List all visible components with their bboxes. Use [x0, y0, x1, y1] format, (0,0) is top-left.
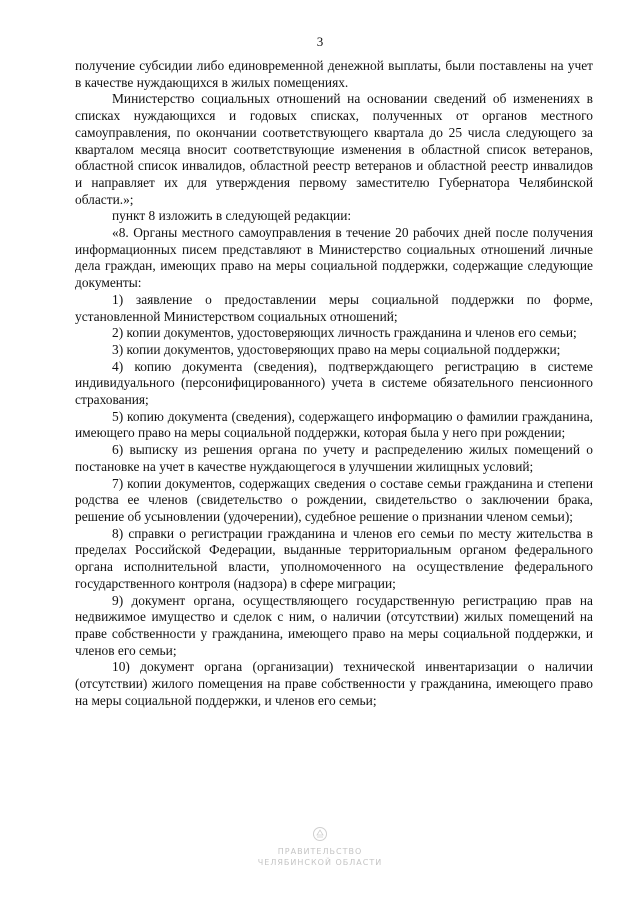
paragraph-amendment-intro: пункт 8 изложить в следующей редакции: [112, 208, 352, 224]
list-item-6: 6) выписку из решения органа по учету и распределению жилых помещений о постановке на учет в качестве нуждающегося в улучшении жилищных условий; [75, 442, 593, 474]
list-item-7: 7) копии документов, содержащих сведения о составе семьи гражданина и степени родства ее членов (свидетельство о рождении, свидетельство о заключении брака, решение об усыновлении (удочерении), судебное решение о признании членом семьи); [75, 475, 593, 524]
list-item-3: 3) копии документов, удостоверяющих право на меры социальной поддержки; [112, 341, 561, 357]
paragraph-item-8: «8. Органы местного самоуправления в течение 20 рабочих дней после получения информационных писем представляют в Министерство социальных отношений личные дела граждан, имеющих право на меры социальной поддержки, содержащие следующие документы: [75, 225, 593, 291]
paragraph-ministry-updates: Министерство социальных отношений на основании сведений об изменениях в списках нуждающихся и годовых списках, полученных от органов местного самоуправления, по окончании соответствующего квартала до 25 числа следующего за кварталом месяца вносит соответствующие изменения в областной список ветеранов, областной список инвалидов, областной реестр ветеранов и областной реестр инвалидов и направляет их для утверждения первому заместителю Губернатора Челябинской области.»; [75, 91, 593, 207]
footer-stamp [0, 846, 640, 868]
paragraph-continuation: получение субсидии либо единовременной денежной выплаты, были поставлены на учет в качестве нуждающихся в жилых помещениях. [75, 58, 593, 90]
list-item-10: 10) документ органа (организации) технической инвентаризации о наличии (отсутствии) жилого помещения на праве собственности у гражданина, имеющего право на меры социальной поддержки, и членов его семьи; [75, 659, 593, 708]
list-item-4: 4) копию документа (сведения), подтверждающего регистрацию в системе индивидуального (персонифицированного) учета в системе обязательного пенсионного страхования; [75, 358, 593, 408]
footer-stamp-line-2: ЧЕЛЯБИНСКОЙ ОБЛАСТИ [257, 858, 383, 867]
footer-stamp-line-1: ПРАВИТЕЛЬСТВО [277, 847, 363, 856]
list-item-5: 5) копию документа (сведения), содержащего информацию о фамилии гражданина, имеющего право на меры социальной поддержки, которая была у него при рождении; [75, 408, 593, 441]
list-item-1: 1) заявление о предоставлении меры социальной поддержки по форме, установленной Министерством социальных отношений; [75, 291, 593, 324]
seal-emblem-icon [312, 826, 328, 842]
list-item-9: 9) документ органа, осуществляющего государственную регистрацию прав на недвижимое имущество и сделок с ним, о наличии (отсутствии) жилых помещений на праве собственности у гражданина, имеющего право на меры социальной поддержки, и членов его семьи; [75, 592, 593, 658]
document-body [75, 58, 593, 709]
list-item-8: 8) справки о регистрации гражданина и членов его семьи по месту жительства в пределах Российской Федерации, выданные территориальным органом федерального органа исполнительной власти, уполномоченного на осуществление федерального государственного контроля (надзора) в сфере миграции; [75, 525, 593, 591]
page-number: 3 [316, 34, 324, 49]
list-item-2: 2) копии документов, удостоверяющих личность гражданина и членов его семьи; [112, 325, 577, 341]
